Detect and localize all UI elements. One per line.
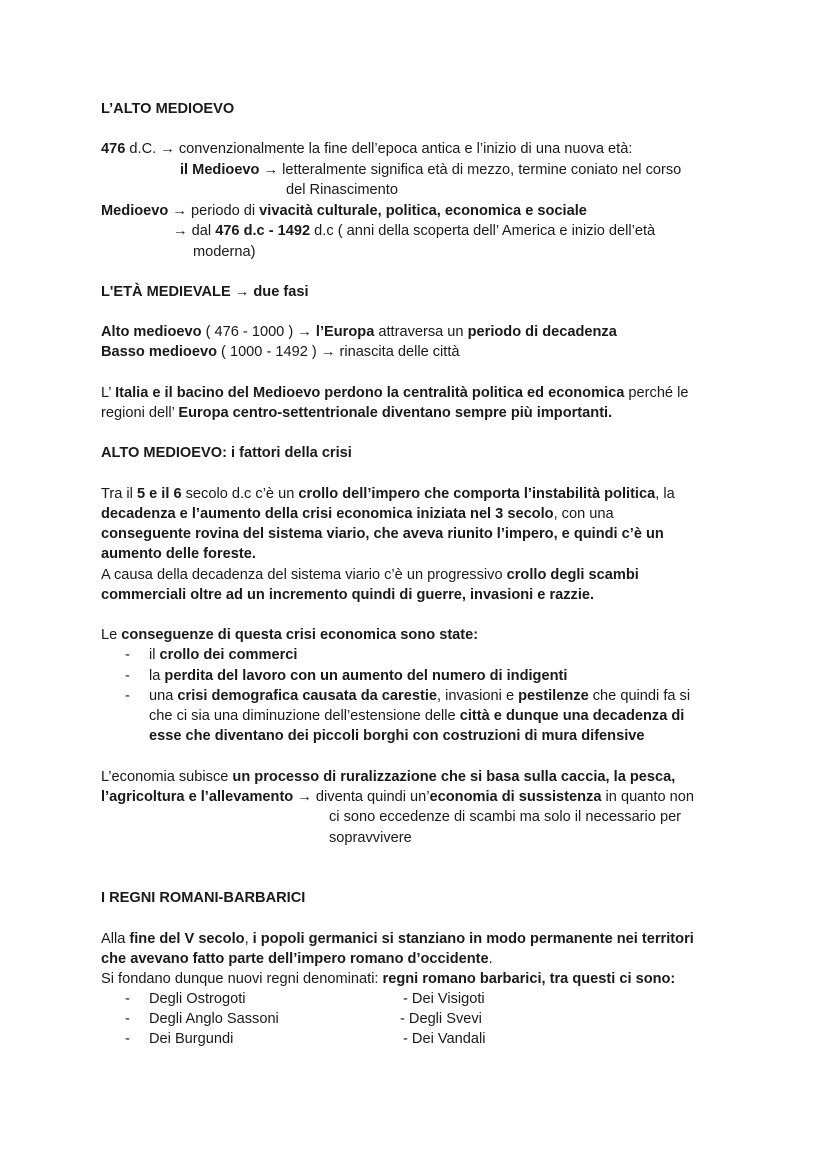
- italia-line-1: L’ Italia e il bacino del Medioevo perdono la centralità politica ed economica perché le: [101, 385, 689, 401]
- conseguenze-intro: Le conseguenze di questa crisi economica sono state:: [101, 627, 479, 643]
- section-title-regni: I REGNI ROMANI-BARBARICI: [101, 890, 306, 906]
- list-dash: -: [125, 1031, 130, 1047]
- regno-item: - Dei Visigoti: [403, 991, 485, 1007]
- intro-line-3: del Rinascimento: [286, 182, 398, 198]
- regno-item: - Dei Vandali: [403, 1031, 486, 1047]
- fase-basso-medioevo: Basso medioevo ( 1000 - 1492 ) → rinascita delle città: [101, 344, 460, 360]
- intro-line-2: il Medioevo → letteralmente significa età di mezzo, termine coniato nel corso: [180, 162, 682, 178]
- list-dash: -: [125, 647, 130, 663]
- crisi-line-4: aumento delle foreste.: [101, 546, 256, 562]
- intro-line-6: moderna): [193, 244, 256, 260]
- regni-line-2: che avevano fatto parte dell’impero romano d’occidente.: [101, 951, 493, 967]
- regno-item: Degli Anglo Sassoni: [149, 1011, 279, 1027]
- conseguenze-item-1: il crollo dei commerci: [149, 647, 298, 663]
- crisi-line-2: decadenza e l’aumento della crisi economica iniziata nel 3 secolo, con una: [101, 506, 614, 522]
- regni-line-3: Si fondano dunque nuovi regni denominati: regni romano barbarici, tra questi ci sono:: [101, 971, 676, 987]
- economia-line-1: L’economia subisce un processo di ruralizzazione che si basa sulla caccia, la pesca,: [101, 769, 676, 785]
- conseguenze-item-3: una crisi demografica causata da carestie, invasioni e pestilenze che quindi fa si: [149, 688, 691, 704]
- regno-item: - Degli Svevi: [400, 1011, 482, 1027]
- regno-item: Dei Burgundi: [149, 1031, 234, 1047]
- list-dash: -: [125, 1011, 130, 1027]
- list-dash: -: [125, 688, 130, 704]
- conseguenze-item-2: la perdita del lavoro con un aumento del numero di indigenti: [149, 668, 568, 684]
- crisi-line-3: conseguente rovina del sistema viario, che aveva riunito l’impero, e quindi c’è un: [101, 526, 664, 542]
- economia-line-2: l’agricoltura e l’allevamento → diventa quindi un’economia di sussistenza in quanto non: [101, 789, 694, 805]
- italia-line-2: regioni dell’ Europa centro-settentrionale diventano sempre più importanti.: [101, 405, 613, 421]
- regno-item: Degli Ostrogoti: [149, 991, 246, 1007]
- conseguenze-item-3-line-3: esse che diventano dei piccoli borghi con costruzioni di mura difensive: [149, 728, 645, 744]
- section-title-fattori-crisi: ALTO MEDIOEVO: i fattori della crisi: [101, 445, 352, 461]
- intro-line-1: 476 d.C. → convenzionalmente la fine dell’epoca antica e l’inizio di una nuova età:: [101, 141, 633, 157]
- crisi-line-1: Tra il 5 e il 6 secolo d.c c’è un crollo dell’impero che comporta l’instabilità politica, la: [101, 486, 675, 502]
- list-dash: -: [125, 991, 130, 1007]
- economia-line-3: ci sono eccedenze di scambi ma solo il necessario per: [329, 809, 682, 825]
- conseguenze-item-3-line-2: che ci sia una diminuzione dell’estensione delle città e dunque una decadenza di: [149, 708, 685, 724]
- regni-line-1: Alla fine del V secolo, i popoli germanici si stanziano in modo permanente nei territori: [101, 931, 694, 947]
- page-title: L’ALTO MEDIOEVO: [101, 101, 235, 117]
- intro-line-5: → dal 476 d.c - 1492 d.c ( anni della scoperta dell’ America e inizio dell’età: [173, 223, 656, 239]
- section-title-eta-medievale: L'ETÀ MEDIEVALE → due fasi: [101, 284, 309, 300]
- economia-line-4: sopravvivere: [329, 830, 412, 846]
- crisi-line-6: commerciali oltre ad un incremento quindi di guerre, invasioni e razzie.: [101, 587, 595, 603]
- list-dash: -: [125, 668, 130, 684]
- intro-line-4: Medioevo → periodo di vivacità culturale, politica, economica e sociale: [101, 203, 587, 219]
- fase-alto-medioevo: Alto medioevo ( 476 - 1000 ) → l’Europa attraversa un periodo di decadenza: [101, 324, 617, 340]
- crisi-line-5: A causa della decadenza del sistema viario c’è un progressivo crollo degli scambi: [101, 567, 639, 583]
